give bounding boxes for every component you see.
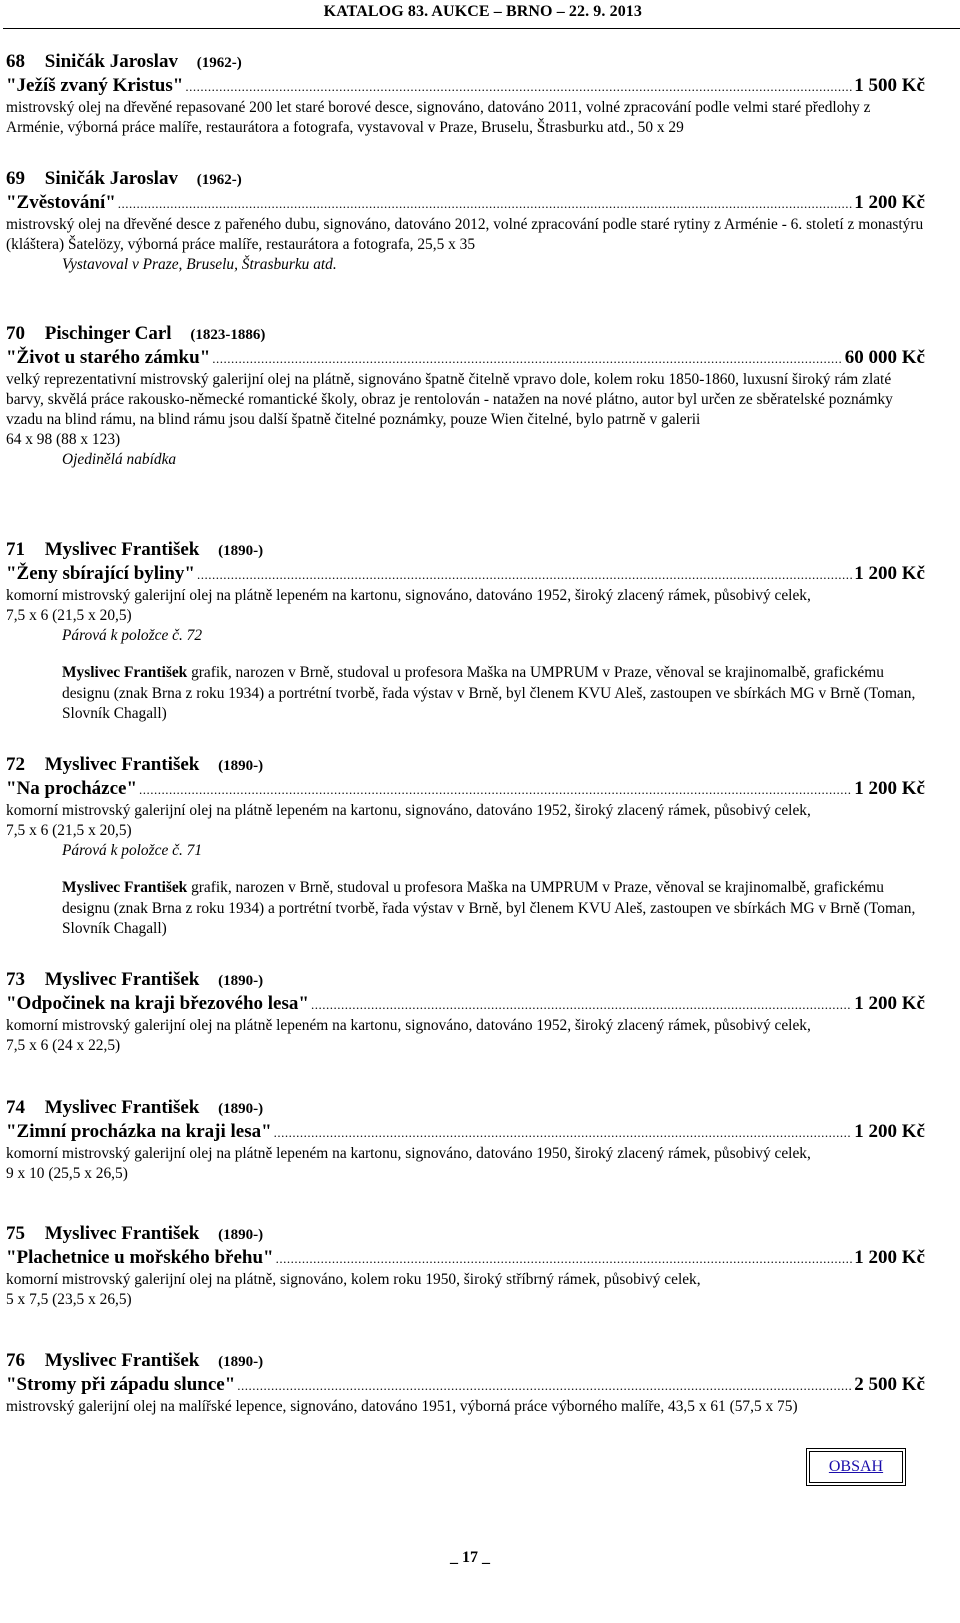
lot-heading xyxy=(6,968,925,992)
lot-description: komorní mistrovský galerijní olej na plátně lepeném na kartonu, signováno, datováno 1952, široký zlacený rámek, působivý celek, xyxy=(6,1017,811,1034)
lot-title-row xyxy=(6,992,925,1016)
lot-number: 69 xyxy=(6,168,25,189)
lot-title-row xyxy=(6,777,925,801)
lot-price: 1 200 Kč xyxy=(854,993,925,1014)
lot-price: 1 200 Kč xyxy=(854,778,925,799)
leader-dots xyxy=(237,1374,852,1398)
lot-note: Ojedinělá nabídka xyxy=(62,451,177,468)
lot-author-years: (1962-) xyxy=(196,172,242,188)
leader-dots xyxy=(311,993,852,1017)
lot-author: Myslivec František xyxy=(44,1097,200,1118)
page-number: _ 17 _ xyxy=(450,1549,490,1566)
lot-author-years: (1890-) xyxy=(218,973,264,989)
lot-price: 1 200 Kč xyxy=(854,1121,925,1142)
lot-note: Vystavoval v Praze, Bruselu, Štrasburku atd. xyxy=(62,256,337,273)
artist-bio-text: grafik, narozen v Brně, studoval u profesora Maška na UMPRUM v Praze, věnoval se krajinomalbě, grafickému designu (znak Brna z roku 1934) a portrétní tvorbě, řada výstav v Brně, byl členem KVU Aleš, zastoupen ve sbírkách MG v Brně (Toman, Slovník Chagall) xyxy=(62,664,916,722)
lot-number: 76 xyxy=(6,1350,25,1371)
lot-author-years: (1890-) xyxy=(218,1354,264,1370)
lot-note: Párová k položce č. 71 xyxy=(62,842,203,859)
lot-title-row xyxy=(6,1373,925,1397)
leader-dots xyxy=(197,563,852,587)
lot-dimensions: 7,5 x 6 (21,5 x 20,5) xyxy=(6,822,132,839)
lot-title-row xyxy=(6,191,925,215)
lot-author: Myslivec František xyxy=(44,539,200,560)
lot-number: 68 xyxy=(6,51,25,72)
lot-note: Párová k položce č. 72 xyxy=(62,627,203,644)
lot-price: 1 200 Kč xyxy=(854,563,925,584)
lot-dimensions: 64 x 98 (88 x 123) xyxy=(6,431,121,448)
lot-number: 73 xyxy=(6,969,25,990)
obsah-link[interactable]: OBSAH xyxy=(806,1448,906,1486)
artist-bio-name: Myslivec František xyxy=(62,879,188,896)
lot-author: Myslivec František xyxy=(44,1350,200,1371)
lot-price: 1 200 Kč xyxy=(854,1247,925,1268)
lot-number: 74 xyxy=(6,1097,25,1118)
lot-description: velký reprezentativní mistrovský galerijní olej na plátně, signováno špatně čitelně vpravo dole, kolem roku 1850-1860, luxusní široký rám zlaté barvy, skvělá práce rakousko-německé romantické školy, obraz je rentolován - natažen na nové plátno, autor byl určen ze sběratelské poznámky vzadu na blind rámu, na blind rámu jsou další špatně čitelné poznámky, pouze Wien čitelné, bylo patrně v galerii xyxy=(6,371,893,428)
lot-price: 2 500 Kč xyxy=(854,1374,925,1395)
artist-bio xyxy=(62,878,925,940)
lot-title: "Život u starého zámku" xyxy=(6,347,211,368)
lot-description: komorní mistrovský galerijní olej na plátně lepeném na kartonu, signováno, datováno 1950, široký zlacený rámek, působivý celek, xyxy=(6,1145,811,1162)
lot-author-years: (1962-) xyxy=(196,55,242,71)
lot-69 xyxy=(6,167,925,275)
lot-dimensions: 7,5 x 6 (24 x 22,5) xyxy=(6,1037,121,1054)
leader-dots xyxy=(118,192,853,216)
leader-dots xyxy=(139,778,852,802)
lot-author: Myslivec František xyxy=(44,969,200,990)
lot-title-row xyxy=(6,346,925,370)
lot-title: "Plachetnice u mořského břehu" xyxy=(6,1247,274,1268)
lot-price: 60 000 Kč xyxy=(844,347,925,368)
lot-title: "Ježíš zvaný Kristus" xyxy=(6,75,184,96)
lot-description: mistrovský galerijní olej na malířské lepence, signováno, datováno 1951, výborná práce výborného malíře, 43,5 x 61 (57,5 x 75) xyxy=(6,1398,798,1415)
lot-author-years: (1890-) xyxy=(218,758,264,774)
lot-68 xyxy=(6,50,925,138)
lot-title: "Odpočinek na kraji březového lesa" xyxy=(6,993,309,1014)
lot-71 xyxy=(6,538,925,725)
lot-author: Myslivec František xyxy=(44,1223,200,1244)
lot-title: "Na procházce" xyxy=(6,778,138,799)
lot-author: Pischinger Carl xyxy=(44,323,172,344)
lot-number: 70 xyxy=(6,323,25,344)
lot-author: Siničák Jaroslav xyxy=(44,168,178,189)
leader-dots xyxy=(185,75,852,99)
artist-bio-text: grafik, narozen v Brně, studoval u profesora Maška na UMPRUM v Praze, věnoval se krajinomalbě, grafickému designu (znak Brna z roku 1934) a portrétní tvorbě, řada výstav v Brně, byl členem KVU Aleš, zastoupen ve sbírkách MG v Brně (Toman, Slovník Chagall) xyxy=(62,879,916,937)
leader-dots xyxy=(212,347,843,371)
catalog-header: KATALOG 83. AUKCE – BRNO – 22. 9. 2013 xyxy=(323,3,642,20)
lot-title: "Zimní procházka na kraji lesa" xyxy=(6,1121,272,1142)
lot-title-row xyxy=(6,1246,925,1270)
lot-74 xyxy=(6,1096,925,1184)
lot-title: "Ženy sbírající byliny" xyxy=(6,563,195,584)
lot-description: komorní mistrovský galerijní olej na plátně lepeném na kartonu, signováno, datováno 1952, široký zlacený rámek, působivý celek, xyxy=(6,802,811,819)
leader-dots xyxy=(276,1247,853,1271)
lot-heading xyxy=(6,1349,925,1373)
lot-number: 75 xyxy=(6,1223,25,1244)
lot-price: 1 500 Kč xyxy=(854,75,925,96)
lot-heading xyxy=(6,50,925,74)
lot-heading xyxy=(6,1222,925,1246)
lot-heading xyxy=(6,753,925,777)
lot-number: 72 xyxy=(6,754,25,775)
artist-bio-name: Myslivec František xyxy=(62,664,188,681)
lot-title-row xyxy=(6,74,925,98)
lot-description: mistrovský olej na dřevěné repasované 200 let staré borové desce, signováno, datováno 2011, volné zpracování podle velmi staré předlohy z Arménie, výborná práce malíře, restaurátora a fotografa, vystavoval v Praze, Bruselu, Štrasburku atd., 50 x 29 xyxy=(6,99,871,136)
lot-author-years: (1890-) xyxy=(218,543,264,559)
lot-dimensions: 9 x 10 (25,5 x 26,5) xyxy=(6,1165,128,1182)
lot-70 xyxy=(6,322,925,470)
lot-72 xyxy=(6,753,925,940)
header-divider xyxy=(3,28,960,29)
lot-number: 71 xyxy=(6,539,25,560)
lot-heading xyxy=(6,167,925,191)
lot-dimensions: 5 x 7,5 (23,5 x 26,5) xyxy=(6,1291,132,1308)
lot-author-years: (1890-) xyxy=(218,1227,264,1243)
lot-73 xyxy=(6,968,925,1056)
lot-description: komorní mistrovský galerijní olej na plátně, signováno, kolem roku 1950, široký stříbrný rámek, působivý celek, xyxy=(6,1271,701,1288)
lot-title: "Zvěstování" xyxy=(6,192,116,213)
lot-author-years: (1823-1886) xyxy=(190,327,266,343)
lot-76 xyxy=(6,1349,925,1417)
lot-75 xyxy=(6,1222,925,1310)
artist-bio xyxy=(62,663,925,725)
lot-heading xyxy=(6,538,925,562)
lot-author-years: (1890-) xyxy=(218,1101,264,1117)
lot-dimensions: 7,5 x 6 (21,5 x 20,5) xyxy=(6,607,132,624)
lot-heading xyxy=(6,1096,925,1120)
lot-title-row xyxy=(6,562,925,586)
lot-author: Myslivec František xyxy=(44,754,200,775)
lot-description: komorní mistrovský galerijní olej na plátně lepeném na kartonu, signováno, datováno 1952, široký zlacený rámek, působivý celek, xyxy=(6,587,811,604)
lot-description: mistrovský olej na dřevěné desce z pařeného dubu, signováno, datováno 2012, volné zpracování podle staré rytiny z Arménie - 6. století z monastýru (kláštera) Šatelözy, výborná práce malíře, restaurátora a fotografa, 25,5 x 35 xyxy=(6,216,924,253)
lot-title: "Stromy při západu slunce" xyxy=(6,1374,236,1395)
leader-dots xyxy=(274,1121,853,1145)
lot-title-row xyxy=(6,1120,925,1144)
lot-price: 1 200 Kč xyxy=(854,192,925,213)
lot-heading xyxy=(6,322,925,346)
lot-author: Siničák Jaroslav xyxy=(44,51,178,72)
